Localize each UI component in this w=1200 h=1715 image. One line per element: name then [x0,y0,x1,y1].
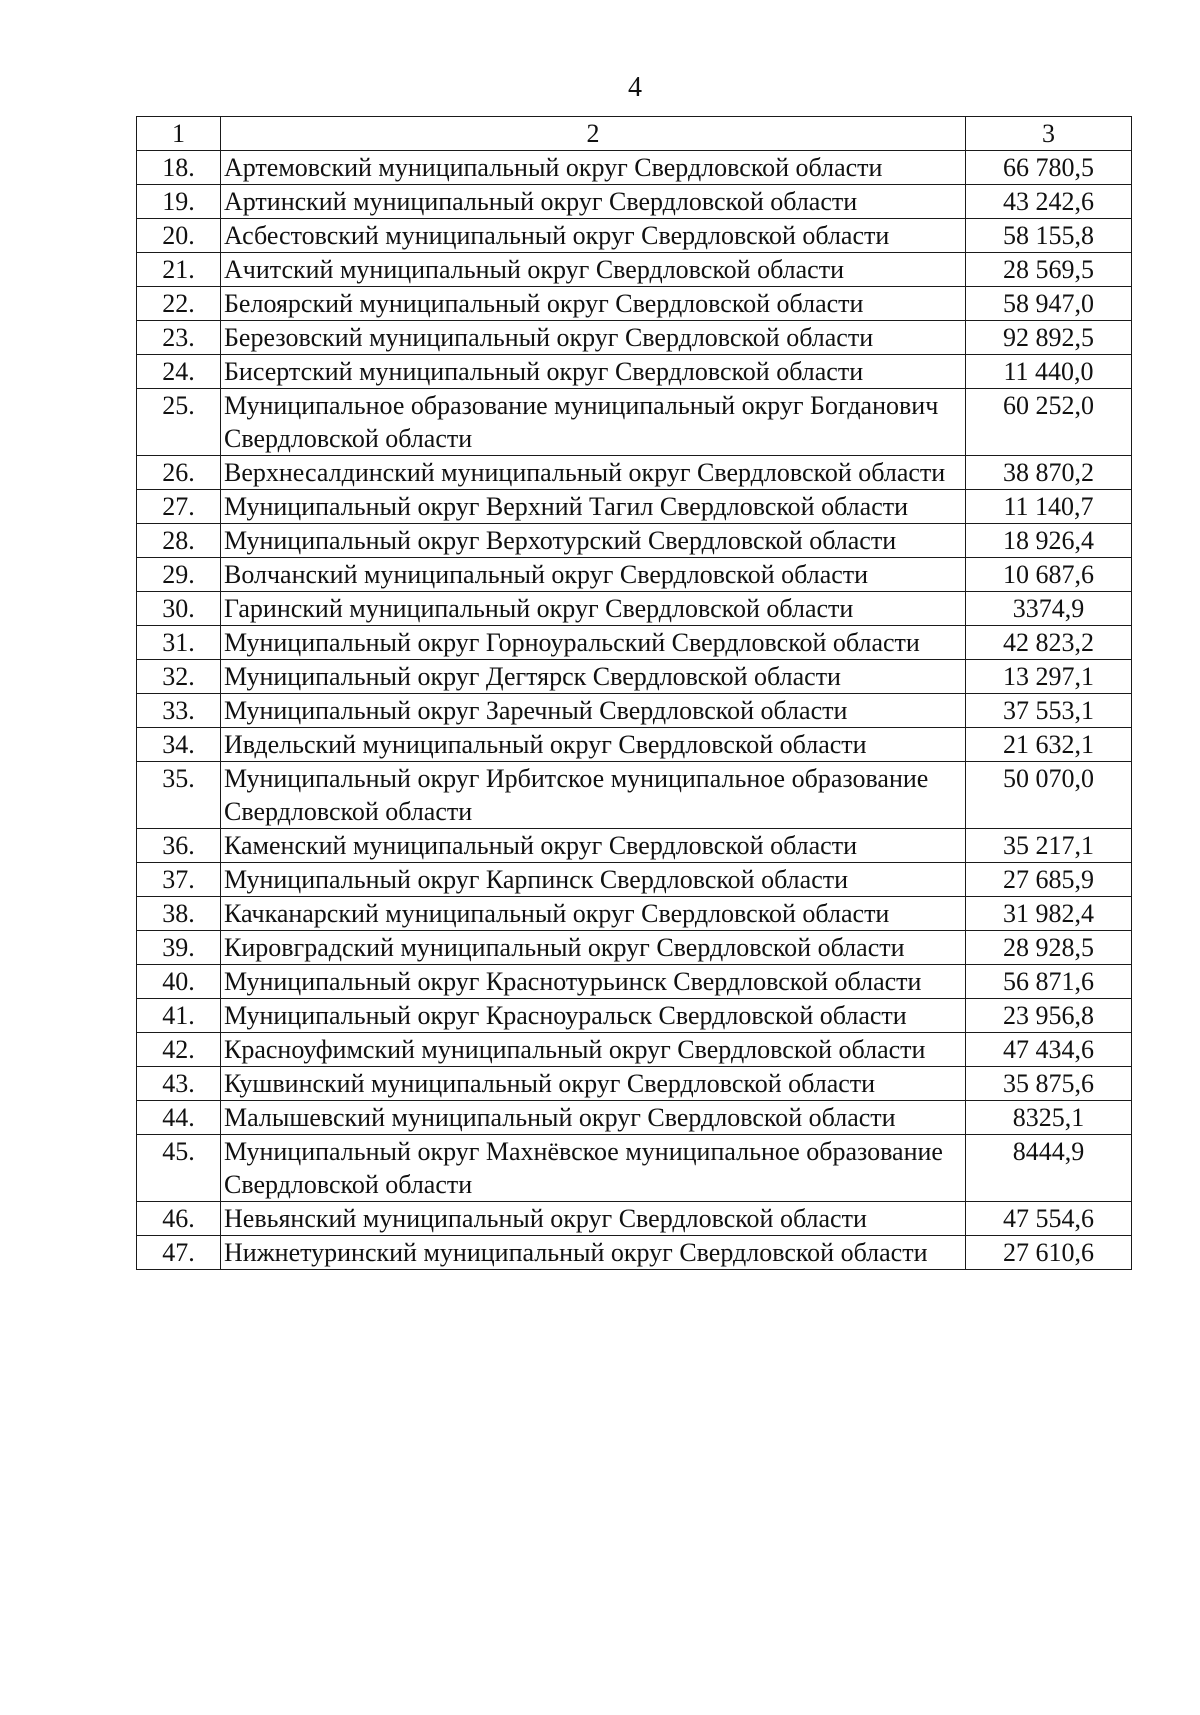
municipality-name: Артемовский муниципальный округ Свердловской области [221,151,966,185]
table-row [137,897,1132,931]
page-number: 4 [628,72,642,103]
row-number: 45. [137,1135,221,1202]
row-number: 20. [137,219,221,253]
municipality-name: Бисертский муниципальный округ Свердловской области [221,355,966,389]
table-row [137,490,1132,524]
municipality-name: Артинский муниципальный округ Свердловской области [221,185,966,219]
row-number: 42. [137,1033,221,1067]
municipality-name: Муниципальный округ Краснотурьинск Свердловской области [221,965,966,999]
table-row [137,999,1132,1033]
row-number: 32. [137,660,221,694]
municipality-name: Березовский муниципальный округ Свердловской области [221,321,966,355]
amount-value: 38 870,2 [966,456,1132,490]
amount-value: 11 140,7 [966,490,1132,524]
municipality-name: Кушвинский муниципальный округ Свердловской области [221,1067,966,1101]
amount-value: 47 434,6 [966,1033,1132,1067]
amount-value: 37 553,1 [966,694,1132,728]
header-col-1: 1 [137,117,221,151]
table-row [137,863,1132,897]
row-number: 26. [137,456,221,490]
table-row [137,253,1132,287]
municipality-name: Ачитский муниципальный округ Свердловской области [221,253,966,287]
amount-value: 50 070,0 [966,762,1132,829]
row-number: 28. [137,524,221,558]
amount-value: 58 947,0 [966,287,1132,321]
municipality-name: Муниципальный округ Ирбитское муниципальное образование Свердловской области [221,762,966,829]
table-row [137,151,1132,185]
amount-value: 47 554,6 [966,1202,1132,1236]
table-header-row [137,117,1132,151]
table-row [137,389,1132,456]
table-row [137,1135,1132,1202]
municipality-name: Ивдельский муниципальный округ Свердловской области [221,728,966,762]
table-row [137,219,1132,253]
municipality-name: Муниципальный округ Дегтярск Свердловской области [221,660,966,694]
row-number: 21. [137,253,221,287]
table-row [137,1033,1132,1067]
municipality-name: Муниципальный округ Верхний Тагил Свердловской области [221,490,966,524]
allocation-table [136,116,1132,1270]
row-number: 29. [137,558,221,592]
row-number: 40. [137,965,221,999]
amount-value: 35 217,1 [966,829,1132,863]
municipality-name: Белоярский муниципальный округ Свердловской области [221,287,966,321]
row-number: 47. [137,1236,221,1270]
row-number: 31. [137,626,221,660]
municipality-name: Каменский муниципальный округ Свердловской области [221,829,966,863]
table-row [137,931,1132,965]
amount-value: 3374,9 [966,592,1132,626]
row-number: 41. [137,999,221,1033]
municipality-name: Асбестовский муниципальный округ Свердловской области [221,219,966,253]
amount-value: 11 440,0 [966,355,1132,389]
table-row [137,728,1132,762]
table-row [137,1101,1132,1135]
amount-value: 23 956,8 [966,999,1132,1033]
amount-value: 18 926,4 [966,524,1132,558]
table-row [137,1067,1132,1101]
amount-value: 43 242,6 [966,185,1132,219]
row-number: 38. [137,897,221,931]
table-row [137,456,1132,490]
municipality-name: Волчанский муниципальный округ Свердловской области [221,558,966,592]
amount-value: 8444,9 [966,1135,1132,1202]
municipality-name: Кировградский муниципальный округ Свердловской области [221,931,966,965]
row-number: 22. [137,287,221,321]
row-number: 23. [137,321,221,355]
row-number: 33. [137,694,221,728]
row-number: 34. [137,728,221,762]
table-row [137,660,1132,694]
amount-value: 31 982,4 [966,897,1132,931]
table-row [137,355,1132,389]
amount-value: 10 687,6 [966,558,1132,592]
municipality-name: Муниципальный округ Горноуральский Свердловской области [221,626,966,660]
row-number: 24. [137,355,221,389]
municipality-name: Нижнетуринский муниципальный округ Свердловской области [221,1236,966,1270]
row-number: 30. [137,592,221,626]
row-number: 35. [137,762,221,829]
row-number: 43. [137,1067,221,1101]
table-row [137,524,1132,558]
table-row [137,185,1132,219]
amount-value: 92 892,5 [966,321,1132,355]
row-number: 27. [137,490,221,524]
amount-value: 27 610,6 [966,1236,1132,1270]
table-row [137,1202,1132,1236]
row-number: 37. [137,863,221,897]
amount-value: 42 823,2 [966,626,1132,660]
header-col-3: 3 [966,117,1132,151]
table-row [137,694,1132,728]
table-row [137,287,1132,321]
amount-value: 66 780,5 [966,151,1132,185]
table-row [137,558,1132,592]
amount-value: 28 928,5 [966,931,1132,965]
municipality-name: Муниципальный округ Заречный Свердловской области [221,694,966,728]
municipality-name: Муниципальный округ Верхотурский Свердловской области [221,524,966,558]
row-number: 39. [137,931,221,965]
municipality-name: Качканарский муниципальный округ Свердловской области [221,897,966,931]
amount-value: 28 569,5 [966,253,1132,287]
municipality-name: Невьянский муниципальный округ Свердловской области [221,1202,966,1236]
amount-value: 58 155,8 [966,219,1132,253]
municipality-name: Гаринский муниципальный округ Свердловской области [221,592,966,626]
table-row [137,321,1132,355]
row-number: 18. [137,151,221,185]
row-number: 46. [137,1202,221,1236]
amount-value: 35 875,6 [966,1067,1132,1101]
table-row [137,762,1132,829]
header-col-2: 2 [221,117,966,151]
municipality-name: Верхнесалдинский муниципальный округ Свердловской области [221,456,966,490]
amount-value: 60 252,0 [966,389,1132,456]
table-row [137,1236,1132,1270]
amount-value: 8325,1 [966,1101,1132,1135]
row-number: 44. [137,1101,221,1135]
municipality-name: Красноуфимский муниципальный округ Свердловской области [221,1033,966,1067]
table-row [137,965,1132,999]
table-row [137,592,1132,626]
amount-value: 56 871,6 [966,965,1132,999]
row-number: 25. [137,389,221,456]
table-body [137,117,1132,1270]
municipality-name: Малышевский муниципальный округ Свердловской области [221,1101,966,1135]
amount-value: 13 297,1 [966,660,1132,694]
row-number: 19. [137,185,221,219]
amount-value: 21 632,1 [966,728,1132,762]
municipality-name: Муниципальный округ Красноуральск Свердловской области [221,999,966,1033]
municipality-name: Муниципальный округ Карпинск Свердловской области [221,863,966,897]
table-row [137,626,1132,660]
municipality-name: Муниципальный округ Махнёвское муниципальное образование Свердловской области [221,1135,966,1202]
table-row [137,829,1132,863]
amount-value: 27 685,9 [966,863,1132,897]
municipality-name: Муниципальное образование муниципальный округ Богданович Свердловской области [221,389,966,456]
row-number: 36. [137,829,221,863]
